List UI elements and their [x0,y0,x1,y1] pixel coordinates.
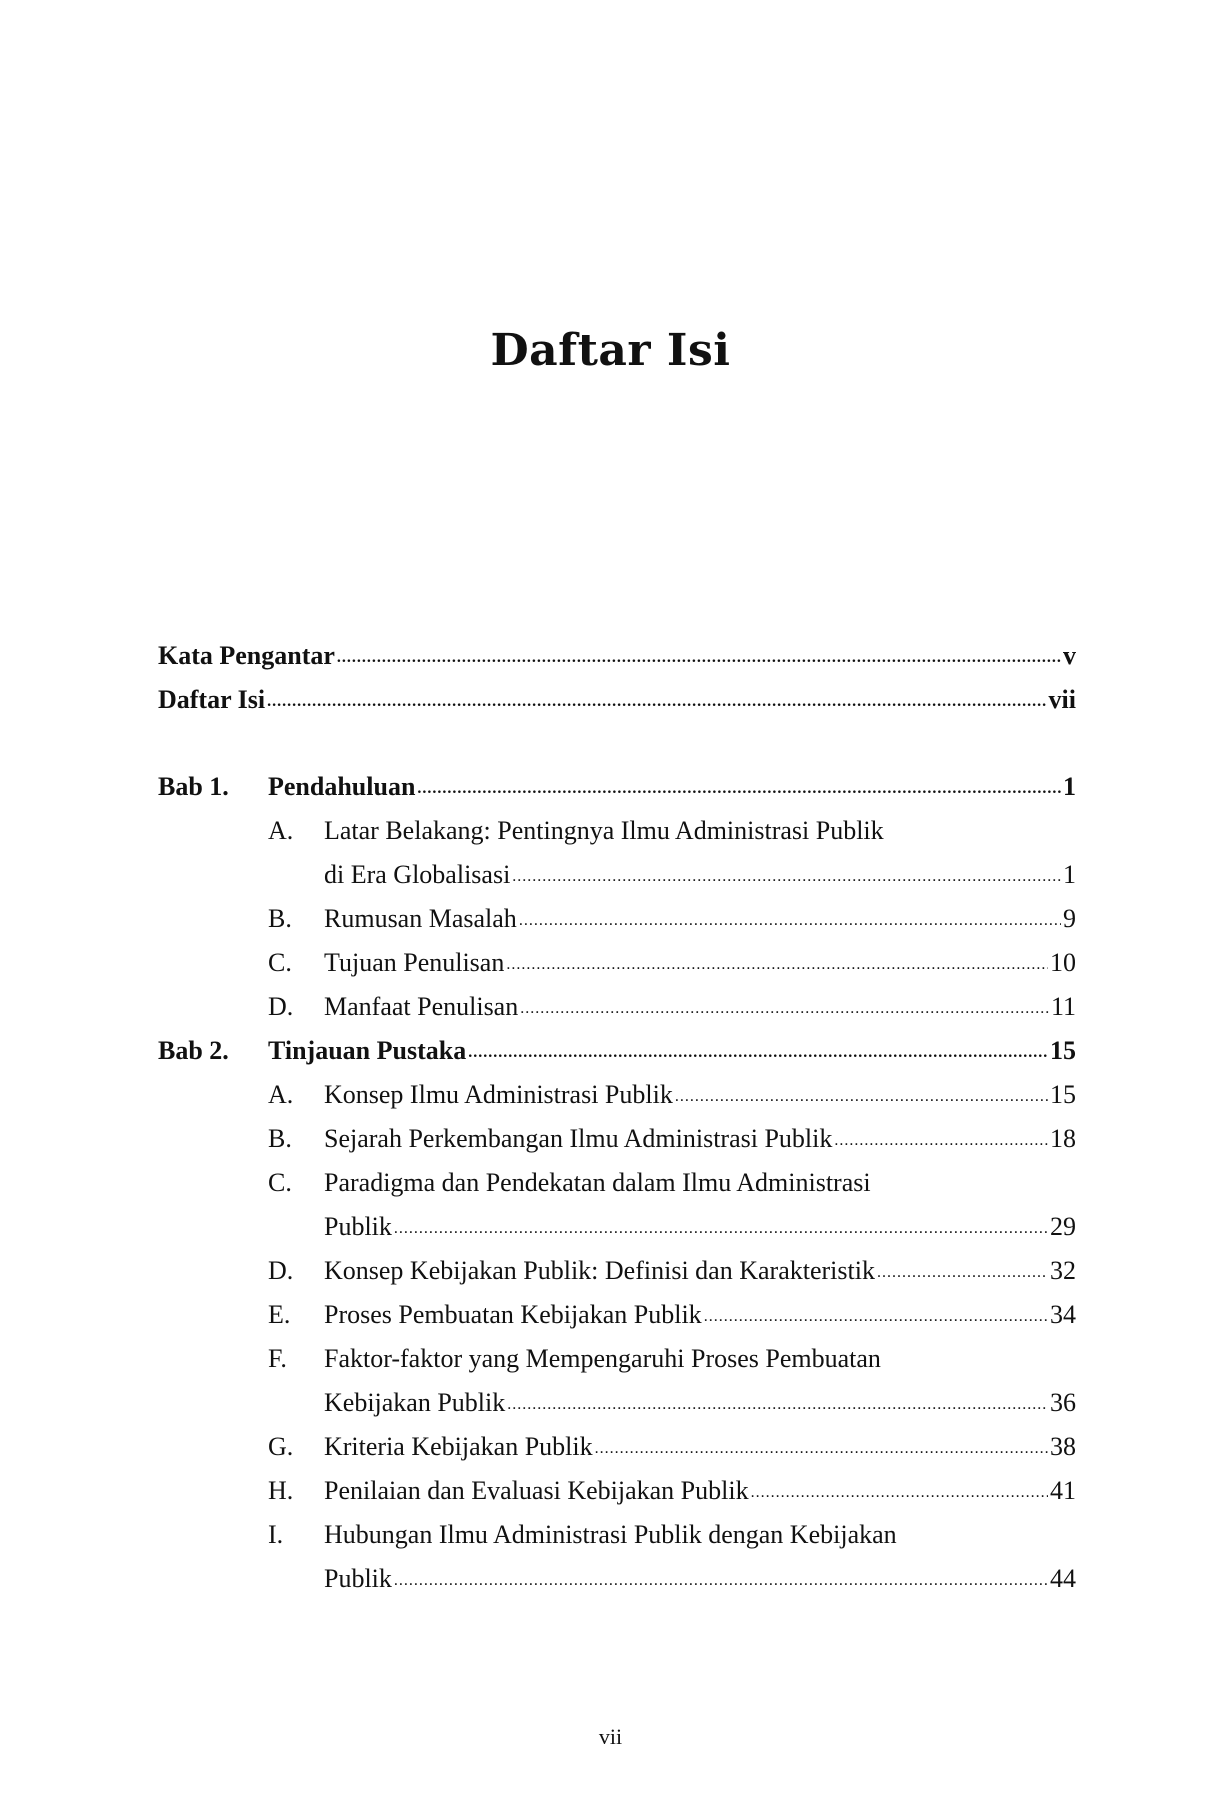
chapter-page: 1 [1063,772,1076,801]
section-title: Faktor-faktor yang Mempengaruhi Proses Pembuatan [324,1344,881,1373]
toc-section-1a-line2[interactable] [158,853,1076,897]
section-page: 18 [1050,1124,1076,1153]
toc-chapter-2[interactable] [158,1029,1076,1073]
section-title-continued: Kebijakan Publik [324,1388,506,1417]
toc-section-2e[interactable] [158,1293,1076,1337]
section-letter: E. [268,1300,291,1329]
section-letter: D. [268,992,294,1021]
section-title: Paradigma dan Pendekatan dalam Ilmu Administrasi [324,1168,871,1197]
chapter-title: Tinjauan Pustaka [268,1036,467,1065]
section-page: 44 [1050,1564,1076,1593]
section-letter: I. [268,1520,284,1549]
toc-entry-label: Kata Pengantar [158,641,335,670]
section-page: 29 [1050,1212,1076,1241]
dot-leader [595,1423,1048,1471]
section-title: Hubungan Ilmu Administrasi Publik dengan Kebijakan [324,1520,897,1549]
section-letter: D. [268,1256,294,1285]
section-title: Latar Belakang: Pentingnya Ilmu Administrasi Publik [324,816,884,845]
section-page: 38 [1050,1432,1076,1461]
dot-leader [417,763,1061,811]
toc-chapter-1[interactable] [158,765,1076,809]
section-title: Rumusan Masalah [324,904,517,933]
toc-section-2a[interactable] [158,1073,1076,1117]
section-letter: B. [268,904,292,933]
section-title-continued: Publik [324,1564,392,1593]
toc-section-2h[interactable] [158,1469,1076,1513]
toc-entry-page: v [1063,641,1076,670]
dot-leader [506,939,1048,987]
section-title: Konsep Kebijakan Publik: Definisi dan Karakteristik [324,1256,875,1285]
page-number: vii [598,1724,623,1749]
dot-leader [267,676,1046,724]
section-page: 15 [1050,1080,1076,1109]
toc-entry-label: Daftar Isi [158,685,266,714]
dot-leader [512,851,1061,899]
dot-leader [834,1115,1048,1163]
dot-leader [751,1467,1048,1515]
toc-entry-daftar-isi[interactable] [158,678,1076,722]
dot-leader [337,632,1061,680]
spacer [158,722,1076,765]
section-title: Konsep Ilmu Administrasi Publik [324,1080,673,1109]
section-title: Manfaat Penulisan [324,992,519,1021]
section-letter: A. [268,1080,294,1109]
section-letter: G. [268,1432,294,1461]
section-page: 41 [1050,1476,1076,1505]
dot-leader [519,895,1061,943]
toc-entry-kata-pengantar[interactable] [158,634,1076,678]
toc-section-2g[interactable] [158,1425,1076,1469]
chapter-title: Pendahuluan [268,772,416,801]
chapter-page: 15 [1050,1036,1076,1065]
section-page: 36 [1050,1388,1076,1417]
toc-entry-page: vii [1048,685,1076,714]
section-letter: B. [268,1124,292,1153]
section-title-continued: di Era Globalisasi [324,860,511,889]
dot-leader [507,1379,1048,1427]
dot-leader [468,1027,1048,1075]
toc-section-1c[interactable] [158,941,1076,985]
section-letter: C. [268,1168,292,1197]
toc-section-2i-line2[interactable] [158,1557,1076,1601]
toc-section-2i-line1[interactable] [158,1513,1076,1557]
section-title: Penilaian dan Evaluasi Kebijakan Publik [324,1476,749,1505]
dot-leader [675,1071,1048,1119]
section-title: Sejarah Perkembangan Ilmu Administrasi Publik [324,1124,833,1153]
page-title: Daftar Isi [490,325,731,376]
toc-section-2f-line1[interactable] [158,1337,1076,1381]
dot-leader [394,1203,1048,1251]
toc-section-1d[interactable] [158,985,1076,1029]
toc-section-2c-line2[interactable] [158,1205,1076,1249]
section-letter: F. [268,1344,287,1373]
dot-leader [394,1555,1048,1603]
dot-leader [520,983,1049,1031]
section-letter: C. [268,948,292,977]
toc-section-1a-line1[interactable] [158,809,1076,853]
section-title: Kriteria Kebijakan Publik [324,1432,593,1461]
section-page: 10 [1050,948,1076,977]
toc-section-2d[interactable] [158,1249,1076,1293]
section-page: 34 [1050,1300,1076,1329]
chapter-number: Bab 2. [158,1036,229,1065]
section-page: 11 [1050,992,1076,1021]
section-title: Proses Pembuatan Kebijakan Publik [324,1300,702,1329]
toc-section-1b[interactable] [158,897,1076,941]
toc-section-2c-line1[interactable] [158,1161,1076,1205]
dot-leader [704,1291,1048,1339]
dot-leader [877,1247,1048,1295]
toc-section-2b[interactable] [158,1117,1076,1161]
section-letter: A. [268,816,294,845]
section-page: 1 [1063,860,1076,889]
section-page: 32 [1050,1256,1076,1285]
section-title: Tujuan Penulisan [324,948,505,977]
section-title-continued: Publik [324,1212,392,1241]
toc-section-2f-line2[interactable] [158,1381,1076,1425]
section-letter: H. [268,1476,294,1505]
section-page: 9 [1063,904,1076,933]
table-of-contents [158,634,1076,1601]
chapter-number: Bab 1. [158,772,229,801]
